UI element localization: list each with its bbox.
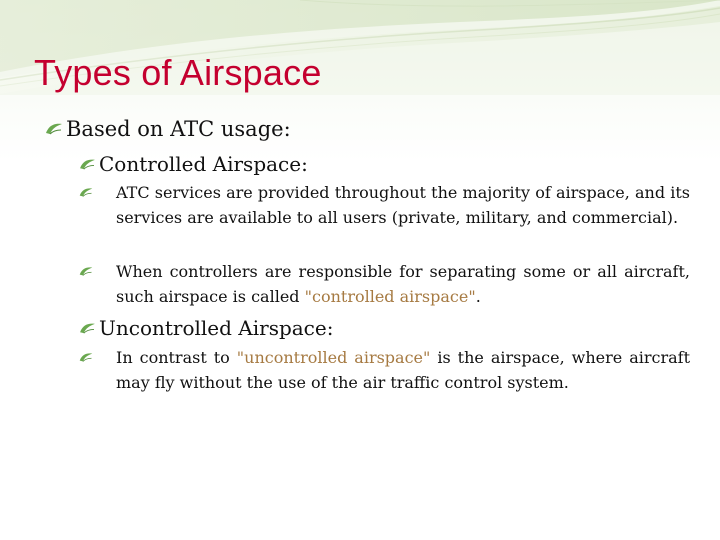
ornamental-bullet-icon — [97, 181, 114, 206]
bullet-text: When controllers are responsible for separating some or all aircraft, such airspace is called — [116, 262, 690, 306]
bullet-in-contrast — [97, 346, 690, 395]
term-uncontrolled-airspace: "uncontrolled airspace" — [236, 348, 431, 367]
ornamental-bullet-icon — [78, 152, 97, 176]
slide-title: Types of Airspace — [34, 52, 322, 93]
bullet-text: In contrast to — [116, 348, 237, 367]
ornamental-bullet-icon — [97, 260, 114, 285]
bullet-when-controllers — [97, 260, 690, 309]
bullet-text-end: is the airspace, where aircraft may fly without the use of the air traffic control system. — [116, 348, 690, 392]
bullet-based-on-atc-usage — [44, 117, 291, 141]
bullet-text: Based on ATC usage: — [66, 117, 291, 141]
bullet-text: ATC services are provided throughout the majority of airspace, and its services are available to all users (private, military, and commercial). — [116, 183, 690, 227]
bullet-uncontrolled-airspace — [78, 316, 333, 340]
ornamental-bullet-icon — [97, 346, 114, 371]
bullet-atc-services — [97, 181, 690, 230]
ornamental-bullet-icon — [44, 117, 64, 141]
bullet-controlled-airspace — [78, 152, 308, 176]
bullet-text: Controlled Airspace: — [99, 152, 308, 176]
bullet-text: Uncontrolled Airspace: — [99, 316, 334, 340]
ornamental-bullet-icon — [78, 316, 97, 340]
term-controlled-airspace: "controlled airspace" — [304, 286, 476, 306]
bullet-text-end: . — [475, 286, 481, 306]
